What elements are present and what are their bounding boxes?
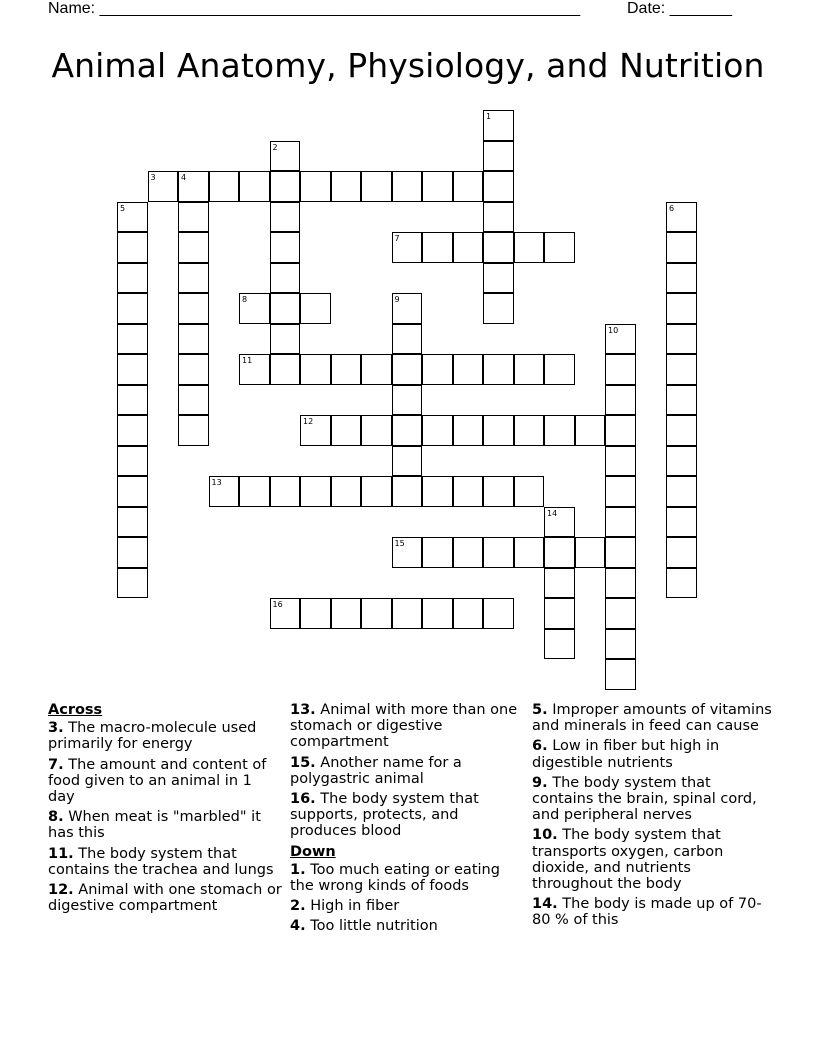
grid-cell[interactable]: [270, 354, 301, 385]
grid-cell[interactable]: [605, 537, 636, 568]
grid-cell[interactable]: [605, 385, 636, 416]
grid-cell[interactable]: [361, 598, 392, 629]
clue-across-16: 16. The body system that supports, protects, and produces blood: [290, 791, 479, 840]
grid-cell[interactable]: [270, 598, 301, 629]
grid-cell[interactable]: [666, 232, 697, 263]
grid-cell[interactable]: [361, 476, 392, 507]
grid-cell[interactable]: [361, 171, 392, 202]
clue-column-1: [48, 702, 283, 918]
grid-cell[interactable]: [453, 415, 484, 446]
grid-cell[interactable]: [178, 293, 209, 324]
grid-cell[interactable]: [453, 354, 484, 385]
grid-cell[interactable]: [666, 324, 697, 355]
clue-across-12: 12. Animal with one stomach or digestive compartment: [48, 882, 282, 915]
grid-cell[interactable]: [270, 263, 301, 294]
grid-cell[interactable]: [239, 354, 270, 385]
grid-cell[interactable]: [331, 354, 362, 385]
grid-cell[interactable]: [209, 476, 240, 507]
clue-number: 6: [669, 203, 675, 213]
grid-cell[interactable]: [483, 415, 514, 446]
grid-cell[interactable]: [453, 476, 484, 507]
grid-cell[interactable]: [666, 568, 697, 599]
grid-cell[interactable]: [178, 354, 209, 385]
grid-cell[interactable]: [605, 446, 636, 477]
grid-cell[interactable]: [453, 171, 484, 202]
clue-across-15: 15. Another name for a polygastric animal: [290, 754, 462, 787]
grid-cell[interactable]: [666, 385, 697, 416]
grid-cell[interactable]: [117, 263, 148, 294]
grid-cell[interactable]: [117, 446, 148, 477]
clue-column-2: [290, 702, 528, 939]
grid-cell[interactable]: [178, 171, 209, 202]
grid-cell[interactable]: [148, 171, 179, 202]
grid-cell[interactable]: [514, 354, 545, 385]
clue-number: 7: [394, 234, 400, 243]
clue-number: 1: [486, 112, 492, 121]
grid-cell[interactable]: [453, 598, 484, 629]
clue-number: 9: [394, 295, 400, 304]
grid-cell[interactable]: [483, 202, 514, 233]
grid-cell[interactable]: [483, 263, 514, 294]
grid-cell[interactable]: [666, 476, 697, 507]
clue-number: 8: [242, 295, 248, 304]
grid-cell[interactable]: [483, 598, 514, 629]
grid-cell[interactable]: [392, 171, 423, 202]
clue-across-11: 11. The body system that contains the trachea and lungs: [48, 845, 274, 878]
grid-cell[interactable]: [605, 476, 636, 507]
grid-cell[interactable]: [392, 537, 423, 568]
grid-cell[interactable]: [392, 446, 423, 477]
clue-number: 10: [608, 325, 619, 335]
grid-cell[interactable]: [300, 415, 331, 446]
grid-cell[interactable]: [605, 354, 636, 385]
grid-cell[interactable]: [300, 171, 331, 202]
grid-cell[interactable]: [117, 293, 148, 324]
grid-cell[interactable]: [483, 171, 514, 202]
grid-cell[interactable]: [453, 537, 484, 568]
grid-cell[interactable]: [666, 263, 697, 294]
grid-cell[interactable]: [270, 171, 301, 202]
name-field[interactable]: Name: ______________________________________________________: [48, 0, 581, 17]
grid-cell[interactable]: [422, 476, 453, 507]
grid-cell[interactable]: [392, 232, 423, 263]
grid-cell[interactable]: [392, 476, 423, 507]
grid-cell[interactable]: [392, 385, 423, 416]
clue-number: 11: [242, 356, 253, 365]
grid-cell[interactable]: [117, 537, 148, 568]
clue-number: 12: [303, 417, 314, 426]
grid-cell[interactable]: [422, 232, 453, 263]
grid-cell[interactable]: [361, 354, 392, 385]
grid-cell[interactable]: [331, 171, 362, 202]
grid-cell[interactable]: [117, 507, 148, 538]
grid-cell[interactable]: [483, 232, 514, 263]
clue-number: 15: [394, 539, 405, 548]
grid-cell[interactable]: [483, 110, 514, 141]
clue-number: 3: [150, 173, 156, 182]
grid-cell[interactable]: [392, 324, 423, 355]
clue-number: 2: [272, 142, 278, 152]
grid-cell[interactable]: [270, 293, 301, 324]
grid-cell[interactable]: [392, 354, 423, 385]
grid-cell[interactable]: [666, 202, 697, 233]
grid-cell[interactable]: [666, 446, 697, 477]
grid-cell[interactable]: [392, 293, 423, 324]
grid-cell[interactable]: [178, 385, 209, 416]
clue-number: 14: [547, 508, 558, 518]
clue-down-4: 4. Too little nutrition: [290, 918, 438, 935]
grid-cell[interactable]: [544, 629, 575, 660]
clue-column-3: [532, 702, 772, 933]
grid-cell[interactable]: [361, 415, 392, 446]
grid-cell[interactable]: [514, 537, 545, 568]
grid-cell[interactable]: [392, 598, 423, 629]
grid-cell[interactable]: [483, 537, 514, 568]
clue-across-7: 7. The amount and content of food given to an animal in 1 day: [48, 756, 267, 806]
grid-cell[interactable]: [666, 354, 697, 385]
grid-cell[interactable]: [422, 537, 453, 568]
grid-cell[interactable]: [239, 293, 270, 324]
grid-cell[interactable]: [605, 598, 636, 629]
grid-cell[interactable]: [117, 476, 148, 507]
page-title: Animal Anatomy, Physiology, and Nutrition: [51, 46, 765, 85]
grid-cell[interactable]: [117, 354, 148, 385]
clue-across-8: 8. When meat is "marbled" it has this: [48, 809, 261, 842]
grid-cell[interactable]: [544, 232, 575, 263]
grid-cell[interactable]: [544, 537, 575, 568]
down-heading: Down: [290, 843, 336, 860]
grid-cell[interactable]: [270, 141, 301, 172]
grid-cell[interactable]: [178, 202, 209, 233]
grid-cell[interactable]: [300, 293, 331, 324]
grid-cell[interactable]: [483, 476, 514, 507]
grid-cell[interactable]: [544, 354, 575, 385]
grid-cell[interactable]: [544, 568, 575, 599]
grid-cell[interactable]: [422, 171, 453, 202]
grid-cell[interactable]: [422, 354, 453, 385]
grid-cell[interactable]: [514, 415, 545, 446]
grid-cell[interactable]: [331, 476, 362, 507]
clue-across-3: 3. The macro-molecule used primarily for energy: [48, 720, 257, 753]
clue-down-9: 9. The body system that contains the brain, spinal cord, and peripheral nerves: [532, 774, 757, 824]
grid-cell[interactable]: [270, 202, 301, 233]
grid-cell[interactable]: [117, 385, 148, 416]
clue-number: 4: [181, 173, 187, 182]
grid-cell[interactable]: [331, 415, 362, 446]
grid-cell[interactable]: [544, 507, 575, 538]
grid-cell[interactable]: [514, 476, 545, 507]
grid-cell[interactable]: [514, 232, 545, 263]
grid-cell[interactable]: [178, 415, 209, 446]
grid-cell[interactable]: [300, 476, 331, 507]
grid-cell[interactable]: [575, 415, 606, 446]
date-field[interactable]: Date: _______: [627, 0, 732, 17]
grid-cell[interactable]: [300, 598, 331, 629]
grid-cell[interactable]: [483, 141, 514, 172]
grid-cell[interactable]: [117, 568, 148, 599]
grid-cell[interactable]: [117, 232, 148, 263]
grid-cell[interactable]: [605, 324, 636, 355]
grid-cell[interactable]: [178, 232, 209, 263]
grid-cell[interactable]: [178, 324, 209, 355]
clue-number: 13: [211, 478, 222, 487]
grid-cell[interactable]: [117, 202, 148, 233]
grid-cell[interactable]: [209, 171, 240, 202]
clue-across-13: 13. Animal with more than one stomach or digestive compartment: [290, 702, 518, 751]
clue-down-10: 10. The body system that transports oxygen, carbon dioxide, and nutrients throughout the body: [532, 827, 724, 893]
grid-cell[interactable]: [605, 629, 636, 660]
grid-cell[interactable]: [666, 537, 697, 568]
grid-cell[interactable]: [453, 232, 484, 263]
grid-cell[interactable]: [666, 507, 697, 538]
grid-cell[interactable]: [422, 415, 453, 446]
grid-cell[interactable]: [483, 354, 514, 385]
grid-cell[interactable]: [422, 598, 453, 629]
grid-cell[interactable]: [483, 293, 514, 324]
grid-cell[interactable]: [117, 415, 148, 446]
grid-cell[interactable]: [605, 659, 636, 690]
grid-cell[interactable]: [178, 263, 209, 294]
grid-cell[interactable]: [270, 232, 301, 263]
grid-cell[interactable]: [605, 415, 636, 446]
grid-cell[interactable]: [239, 476, 270, 507]
clue-down-5: 5. Improper amounts of vitamins and minerals in feed can cause: [532, 702, 772, 735]
grid-cell[interactable]: [300, 354, 331, 385]
clue-number: 5: [120, 203, 126, 213]
grid-cell[interactable]: [666, 415, 697, 446]
grid-cell[interactable]: [605, 568, 636, 599]
grid-cell[interactable]: [331, 598, 362, 629]
clue-down-2: 2. High in fiber: [290, 898, 400, 915]
grid-cell[interactable]: [270, 324, 301, 355]
grid-cell[interactable]: [666, 293, 697, 324]
grid-cell[interactable]: [392, 415, 423, 446]
clue-down-14: 14. The body is made up of 70-80 % of this: [532, 896, 762, 929]
grid-cell[interactable]: [239, 171, 270, 202]
grid-cell[interactable]: [270, 476, 301, 507]
grid-cell[interactable]: [605, 507, 636, 538]
grid-cell[interactable]: [544, 415, 575, 446]
clue-down-6: 6. Low in fiber but high in digestible nutrients: [532, 738, 720, 771]
grid-cell[interactable]: [544, 598, 575, 629]
across-heading: Across: [48, 702, 103, 718]
grid-cell[interactable]: [575, 537, 606, 568]
clue-number: 16: [272, 600, 283, 609]
clue-down-1: 1. Too much eating or eating the wrong kinds of foods: [290, 861, 500, 895]
grid-cell[interactable]: [117, 324, 148, 355]
